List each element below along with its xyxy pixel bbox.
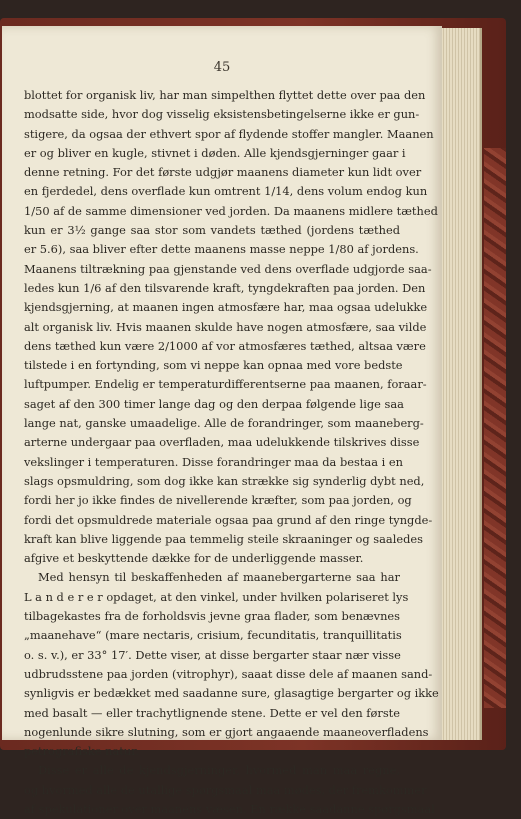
text-line: og hvormed alle de utallige spørgsmaal maa mødes, der fremkommer	[24, 782, 427, 797]
page-edges	[438, 28, 482, 740]
text-line: ledes kun 1/6 af den tilsvarende kraft, tyngdekraften paa jorden. Den	[24, 280, 426, 295]
text-line: kjendsgjerning, at maanen ingen atmosfære har, maa ogsaa udelukke	[24, 300, 428, 315]
text-line: synligvis er bedækket med saadanne sure, glasagtige bergarter og ikke	[24, 686, 439, 701]
text-line: en fjerdedel, dens overflade kun omtrent 1/14, dens volum endog kun	[24, 184, 428, 199]
text-line: tilbagekastes fra de forholdsvis jevne graa flader, som benævnes	[24, 609, 400, 624]
text-line: nogenlunde sikre slutning, som er gjort angaaende maaneoverfladens	[24, 724, 429, 739]
text-line: o. s. v.), er 33° 17′. Dette viser, at disse bergarter staar nær visse	[24, 647, 401, 662]
text-line: Disse er alle de kjendsgjerninger, hvormed man maa regne,	[38, 763, 400, 778]
book-page	[2, 26, 442, 816]
text-line: fordi det opsmuldrede materiale ogsaa paa grund af den ringe tyngde-	[24, 512, 433, 527]
text-line: afgive et beskyttende dække for de underliggende masser.	[24, 551, 364, 566]
text-line: Med hensyn til beskaffenheden af maanebergarterne saa har	[38, 570, 400, 585]
text-line: „maanehave“ (mare nectaris, crisium, fecunditatis, tranquillitatis	[24, 628, 402, 643]
text-line: af spekulationer over maanens væsen. En række saadanne spørgsmaal	[24, 801, 435, 816]
text-line: luftpumper. Endelig er temperaturdifferentserne paa maanen, foraar-	[24, 377, 427, 392]
text-line: denne retning. For det første udgjør maanens diameter kun lidt over	[24, 165, 422, 180]
text-line: 1/50 af de samme dimensioner ved jorden. Da maanens midlere tæthed	[24, 203, 438, 218]
cover-marbling	[484, 148, 506, 708]
text-line: alt organisk liv. Hvis maanen skulde have nogen atmosfære, saa vilde	[24, 319, 427, 334]
text-line: med basalt — eller trachytlignende stene. Dette er vel den første	[24, 705, 400, 720]
text-line: modsatte side, hvor dog visselig eksistensbetingelserne ikke er gun-	[24, 107, 420, 122]
text-line: lange nat, ganske umaadelige. Alle de forandringer, som maaneberg-	[24, 416, 424, 431]
text-line: vekslinger i temperaturen. Disse forandringer maa da bestaa i en	[24, 454, 403, 469]
text-line: blottet for organisk liv, har man simpelthen flyttet dette over paa den	[24, 88, 426, 102]
text-line: Maanens tiltrækning paa gjenstande ved dens overflade udgjorde saa-	[24, 261, 432, 276]
text-line: petrografiske natur.	[24, 744, 140, 759]
text-line: kun er 3½ gange saa stor som vandets tæthed (jordens tæthed	[24, 223, 400, 238]
text-line: slags opsmuldring, som dog ikke kan strække sig synderlig dybt ned,	[24, 473, 425, 488]
text-line: dens tæthed kun være 2/1000 af vor atmosfæres tæthed, altsaa være	[24, 338, 426, 353]
page-number: 45	[213, 60, 231, 75]
text-line: arterne undergaar paa overfladen, maa udelukkende tilskrives disse	[24, 435, 420, 450]
text-line: udbrudsstene paa jorden (vitrophyr), saaat disse dele af maanen sand-	[24, 666, 433, 681]
text-line: er og bliver en kugle, stivnet i døden. Alle kjendsgjerninger gaar i	[24, 145, 406, 160]
text-line: stigere, da ogsaa der ethvert spor af flydende stoffer mangler. Maanen	[24, 126, 434, 141]
text-line: fordi her jo ikke findes de nivellerende kræfter, som paa jorden, og	[24, 493, 412, 508]
text-line: er 5.6), saa bliver efter dette maanens masse neppe 1/80 af jordens.	[24, 242, 419, 257]
text-line: saget af den 300 timer lange dag og den derpaa følgende lige saa	[24, 396, 404, 411]
text-line: L a n d e r e r opdaget, at den vinkel, under hvilken polariseret lys	[24, 589, 409, 604]
text-line: tilstede i en fortynding, som vi neppe kan opnaa med vore bedste	[24, 358, 403, 373]
body-text	[24, 86, 439, 819]
text-line: kraft kan blive liggende paa temmelig steile skraaninger og saaledes	[24, 531, 423, 546]
